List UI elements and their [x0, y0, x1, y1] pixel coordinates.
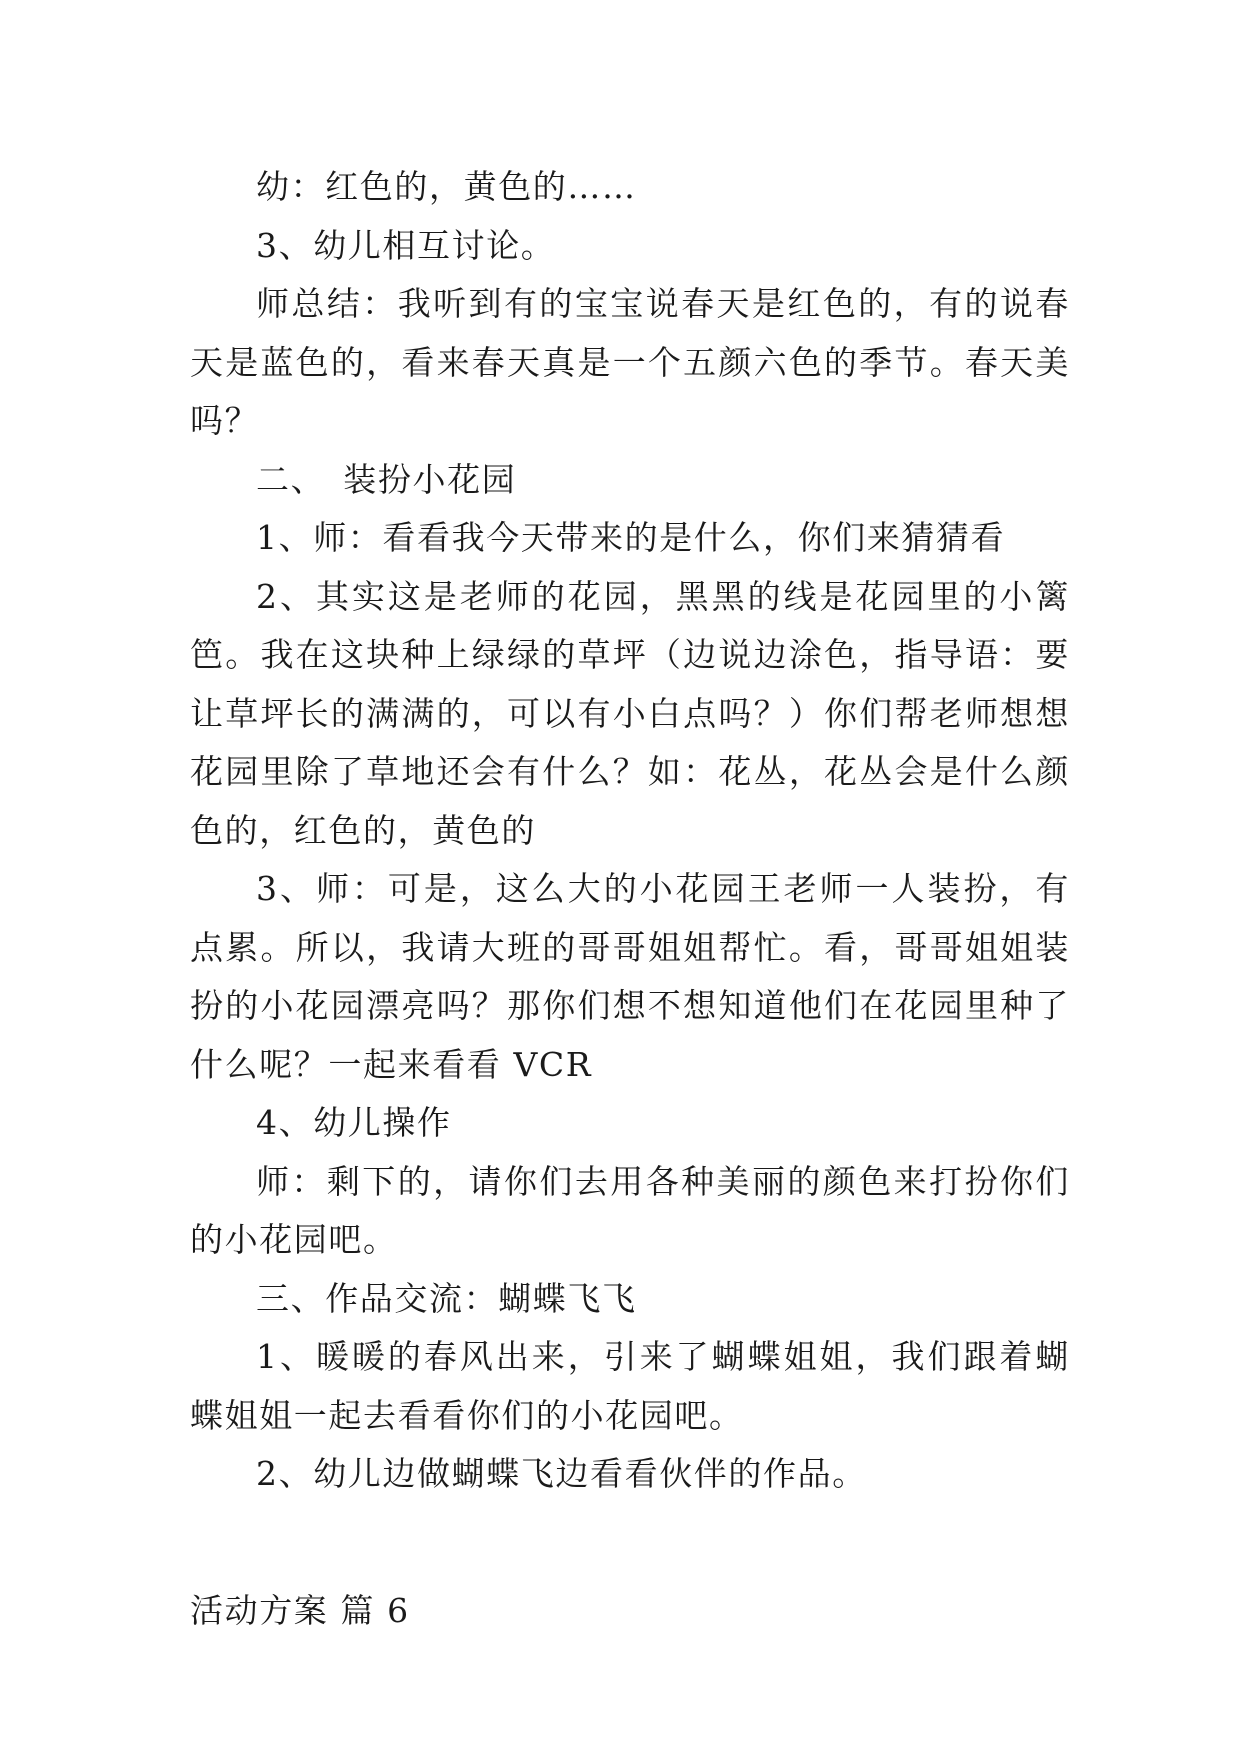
paragraph-11: 1、暖暖的春风出来，引来了蝴蝶姐姐，我们跟着蝴蝶姐姐一起去看看你们的小花园吧。: [190, 1337, 1070, 1435]
paragraph-7: 3、师：可是，这么大的小花园王老师一人装扮，有点累。所以，我请大班的哥哥姐姐帮忙。看，哥哥姐姐装扮的小花园漂亮吗？那你们想不想知道他们在花园里种了什么呢？一起来看看 VCR: [190, 869, 1070, 1084]
paragraph-2: 3、幼儿相互讨论。: [256, 225, 556, 265]
paragraph-4: 二、 装扮小花园: [256, 459, 517, 499]
paragraph-1: 幼：红色的，黄色的……: [256, 167, 637, 206]
section-heading: 活动方案 篇 6: [190, 1590, 410, 1630]
paragraph-12: 2、幼儿边做蝴蝶飞边看看伙伴的作品。: [256, 1454, 867, 1493]
paragraph-6: 2、其实这是老师的花园，黑黑的线是花园里的小篱笆。我在这块种上绿绿的草坪（边说边涂色，指导语：要让草坪长的满满的，可以有小白点吗？）你们帮老师想想花园里除了草地还会有什么？如：花丛，花丛会是什么颜色的，红色的，黄色的: [190, 576, 1070, 850]
paragraph-3: 师总结：我听到有的宝宝说春天是红色的，有的说春天是蓝色的，看来春天真是一个五颜六色的季节。春天美吗？: [190, 284, 1070, 440]
paragraph-10: 三、作品交流：蝴蝶飞飞: [256, 1278, 637, 1318]
paragraph-9: 师：剩下的，请你们去用各种美丽的颜色来打扮你们的小花园吧。: [190, 1161, 1070, 1259]
paragraph-5: 1、师：看看我今天带来的是什么，你们来猜猜看: [256, 518, 1006, 557]
section-spacer: [190, 1504, 1070, 1582]
paragraph-8: 4、幼儿操作: [256, 1103, 452, 1142]
document-body: [190, 158, 1070, 1640]
